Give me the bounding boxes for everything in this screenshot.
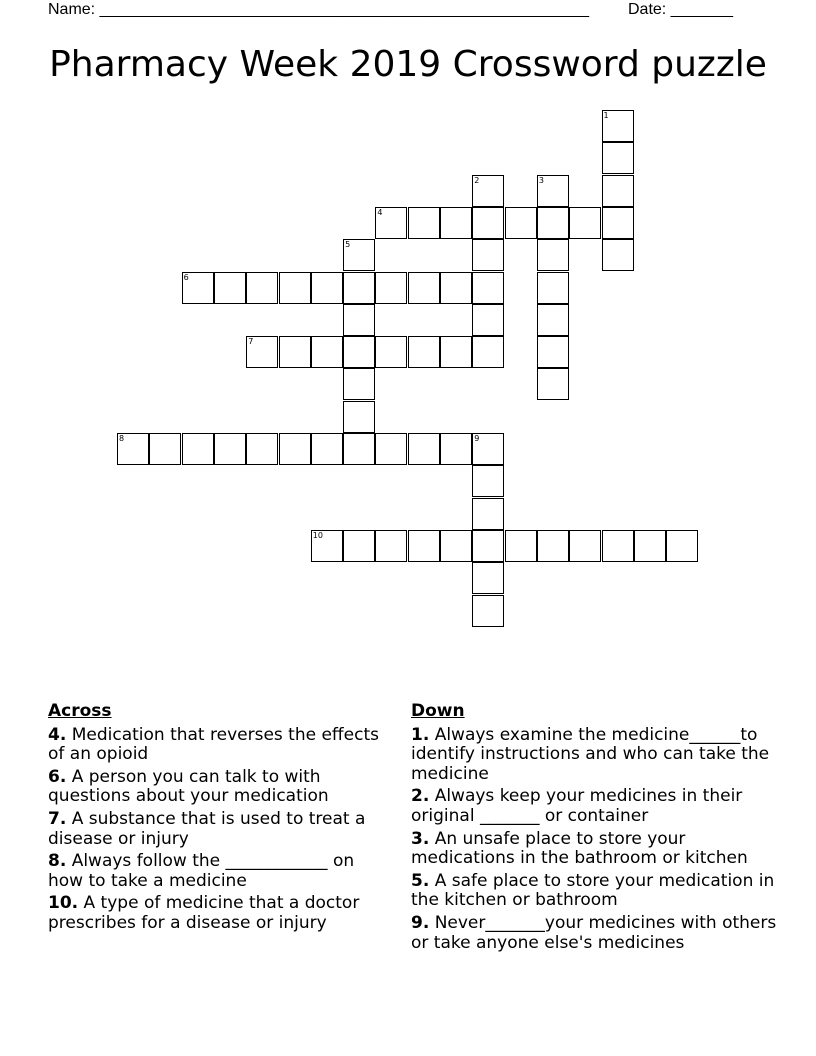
grid-cell[interactable] bbox=[311, 530, 343, 562]
grid-cell[interactable] bbox=[343, 530, 375, 562]
page-title: Pharmacy Week 2019 Crossword puzzle bbox=[49, 44, 767, 85]
grid-cell[interactable] bbox=[472, 595, 504, 627]
grid-cell[interactable] bbox=[182, 433, 214, 465]
grid-cell[interactable] bbox=[343, 368, 375, 400]
grid-cell[interactable] bbox=[472, 239, 504, 271]
grid-cell[interactable] bbox=[408, 272, 440, 304]
grid-cell[interactable] bbox=[246, 433, 278, 465]
grid-cell[interactable] bbox=[311, 433, 343, 465]
clue-item-number: 4. bbox=[48, 724, 67, 745]
grid-cell[interactable] bbox=[472, 433, 504, 465]
grid-cell[interactable] bbox=[505, 530, 537, 562]
clue-item-number: 5. bbox=[411, 870, 430, 891]
grid-cell[interactable] bbox=[279, 433, 311, 465]
clue-number: 9 bbox=[474, 434, 480, 443]
grid-cell[interactable] bbox=[537, 207, 569, 239]
clue-item-number: 10. bbox=[48, 893, 79, 914]
clue-item-text: An unsafe place to store your medications in the bathroom or kitchen bbox=[411, 828, 748, 869]
grid-cell[interactable] bbox=[214, 272, 246, 304]
clue-item-text: Always keep your medicines in their original _______ or container bbox=[411, 786, 743, 826]
grid-cell[interactable] bbox=[343, 272, 375, 304]
clue-item bbox=[411, 726, 781, 785]
clue-number: 10 bbox=[312, 530, 323, 540]
grid-cell[interactable] bbox=[472, 175, 504, 207]
grid-cell[interactable] bbox=[472, 336, 504, 368]
clue-item-number: 1. bbox=[411, 724, 430, 745]
clue-item-text: A substance that is used to treat a disease or injury bbox=[48, 808, 366, 849]
grid-cell[interactable] bbox=[343, 336, 375, 368]
grid-cell[interactable] bbox=[537, 304, 569, 336]
grid-cell[interactable] bbox=[149, 433, 181, 465]
clue-item-text: A safe place to store your medication in the kitchen or bathroom bbox=[411, 870, 775, 911]
grid-cell[interactable] bbox=[311, 336, 343, 368]
clue-number: 8 bbox=[119, 434, 125, 443]
grid-cell[interactable] bbox=[343, 433, 375, 465]
clue-item-number: 3. bbox=[411, 828, 430, 849]
grid-cell[interactable] bbox=[246, 336, 278, 368]
grid-cell[interactable] bbox=[279, 336, 311, 368]
grid-cell[interactable] bbox=[343, 304, 375, 336]
grid-cell[interactable] bbox=[440, 336, 472, 368]
grid-cell[interactable] bbox=[279, 272, 311, 304]
clue-item bbox=[48, 852, 393, 891]
clue-item bbox=[48, 726, 393, 765]
grid-cell[interactable] bbox=[408, 530, 440, 562]
grid-cell[interactable] bbox=[375, 272, 407, 304]
clue-item bbox=[411, 914, 781, 953]
clue-item-text: Always follow the ____________ on how to take a medicine bbox=[48, 851, 355, 891]
clue-number: 6 bbox=[183, 272, 189, 282]
date-field-label: Date: _______ bbox=[628, 1, 733, 18]
clue-item-number: 2. bbox=[411, 786, 430, 807]
grid-cell[interactable] bbox=[602, 207, 634, 239]
grid-cell[interactable] bbox=[537, 530, 569, 562]
grid-cell[interactable] bbox=[472, 207, 504, 239]
clue-number: 7 bbox=[248, 337, 254, 347]
grid-cell[interactable] bbox=[375, 207, 407, 239]
grid-cell[interactable] bbox=[375, 336, 407, 368]
clue-item-number: 7. bbox=[48, 808, 67, 829]
clue-item-number: 6. bbox=[48, 766, 67, 787]
grid-cell[interactable] bbox=[569, 530, 601, 562]
clue-number: 2 bbox=[474, 175, 480, 185]
grid-cell[interactable] bbox=[375, 433, 407, 465]
clue-number: 3 bbox=[538, 175, 544, 185]
grid-cell[interactable] bbox=[440, 530, 472, 562]
clue-number: 4 bbox=[377, 207, 383, 217]
grid-cell[interactable] bbox=[440, 433, 472, 465]
clue-item-text: A type of medicine that a doctor prescribes for a disease or injury bbox=[48, 893, 360, 933]
grid-cell[interactable] bbox=[472, 272, 504, 304]
grid-cell[interactable] bbox=[182, 272, 214, 304]
clue-item bbox=[48, 768, 393, 807]
grid-cell[interactable] bbox=[666, 530, 698, 562]
grid-cell[interactable] bbox=[408, 207, 440, 239]
clue-number: 1 bbox=[603, 111, 609, 120]
clue-item-number: 9. bbox=[411, 912, 430, 933]
grid-cell[interactable] bbox=[537, 336, 569, 368]
across-heading: Across bbox=[48, 701, 112, 721]
grid-cell[interactable] bbox=[602, 239, 634, 271]
grid-cell[interactable] bbox=[537, 368, 569, 400]
down-heading: Down bbox=[411, 701, 465, 721]
clue-item bbox=[411, 787, 781, 826]
grid-cell[interactable] bbox=[343, 239, 375, 271]
clue-item-text: Medication that reverses the effects of an opioid bbox=[48, 724, 379, 765]
clue-item bbox=[411, 830, 781, 869]
grid-cell[interactable] bbox=[246, 272, 278, 304]
grid-cell[interactable] bbox=[408, 336, 440, 368]
grid-cell[interactable] bbox=[602, 530, 634, 562]
clue-item bbox=[48, 810, 393, 849]
grid-cell[interactable] bbox=[602, 110, 634, 142]
grid-cell[interactable] bbox=[440, 272, 472, 304]
grid-cell[interactable] bbox=[569, 207, 601, 239]
grid-cell[interactable] bbox=[602, 142, 634, 174]
grid-cell[interactable] bbox=[311, 272, 343, 304]
grid-cell[interactable] bbox=[602, 175, 634, 207]
grid-cell[interactable] bbox=[472, 465, 504, 497]
grid-cell[interactable] bbox=[634, 530, 666, 562]
grid-cell[interactable] bbox=[537, 175, 569, 207]
grid-cell[interactable] bbox=[537, 239, 569, 271]
grid-cell[interactable] bbox=[472, 562, 504, 594]
grid-cell[interactable] bbox=[375, 530, 407, 562]
name-field-label: Name: _______________________________________________________ bbox=[48, 1, 589, 18]
grid-cell[interactable] bbox=[343, 401, 375, 433]
clue-item-number: 8. bbox=[48, 851, 67, 872]
grid-cell[interactable] bbox=[537, 272, 569, 304]
across-clues bbox=[48, 702, 393, 937]
clue-item bbox=[411, 872, 781, 911]
grid-cell[interactable] bbox=[214, 433, 246, 465]
grid-cell[interactable] bbox=[472, 498, 504, 530]
grid-cell[interactable] bbox=[472, 530, 504, 562]
clue-item-text: Always examine the medicine______to identify instructions and who can take the medicine bbox=[411, 724, 770, 784]
grid-cell[interactable] bbox=[408, 433, 440, 465]
grid-cell[interactable] bbox=[440, 207, 472, 239]
clue-number: 5 bbox=[345, 240, 351, 250]
clue-item-text: A person you can talk to with questions about your medication bbox=[48, 766, 329, 807]
across-clue-list bbox=[48, 726, 393, 934]
clue-item-text: Never_______your medicines with others or take anyone else's medicines bbox=[411, 912, 777, 953]
clue-item bbox=[48, 894, 393, 933]
grid-cell[interactable] bbox=[117, 433, 149, 465]
grid-cell[interactable] bbox=[505, 207, 537, 239]
down-clues bbox=[411, 702, 781, 956]
grid-cell[interactable] bbox=[472, 304, 504, 336]
down-clue-list bbox=[411, 726, 781, 954]
